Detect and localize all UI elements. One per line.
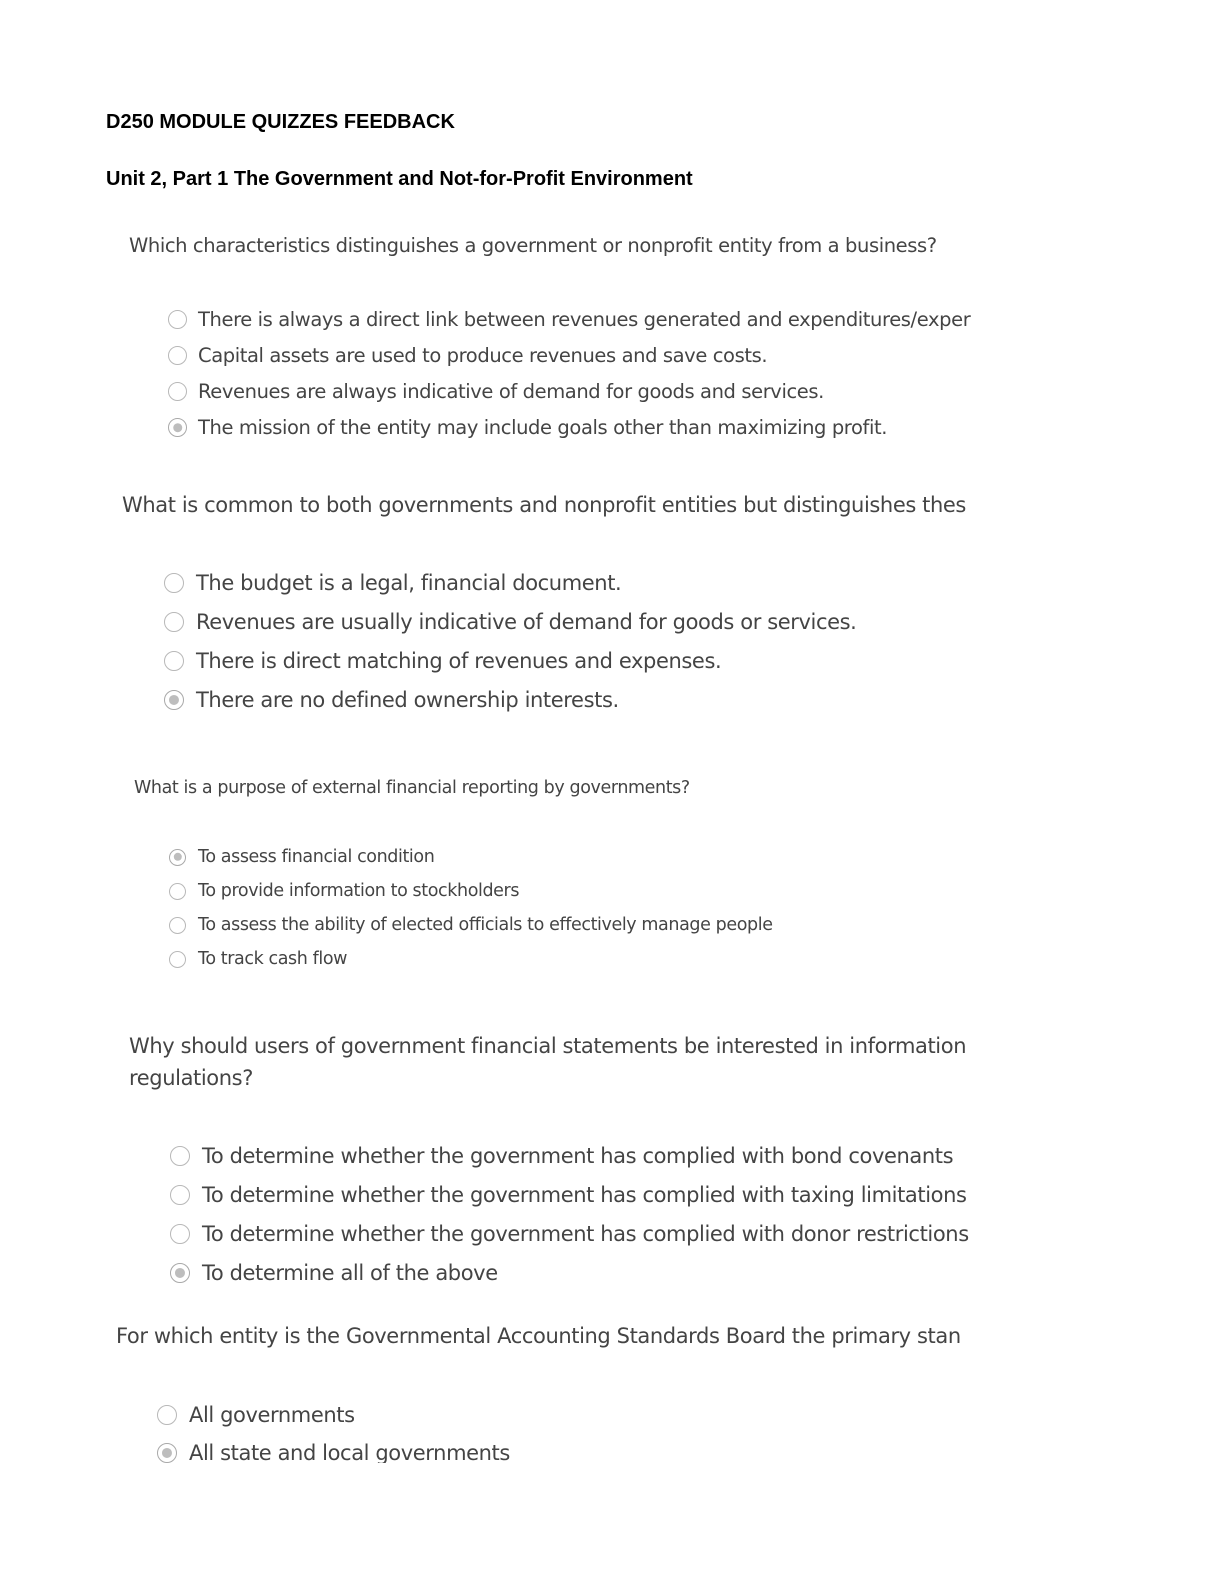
radio-button[interactable] (168, 310, 187, 329)
answer-label: Revenues are usually indicative of demand for goods or services. (196, 610, 857, 634)
radio-button[interactable] (170, 1185, 190, 1205)
radio-button[interactable] (157, 1405, 177, 1425)
answer-label: There is direct matching of revenues and expenses. (196, 649, 722, 673)
answer-label: To determine whether the government has complied with donor restrictions (202, 1222, 969, 1246)
radio-button[interactable] (168, 382, 187, 401)
radio-button-selected[interactable] (157, 1443, 177, 1463)
question-text-line2: regulations? (129, 1066, 253, 1090)
answer-label: To determine all of the above (202, 1261, 498, 1285)
answer-option[interactable] (170, 1144, 953, 1168)
unit-title: Unit 2, Part 1 The Government and Not-for-Profit Environment (106, 168, 693, 190)
radio-button[interactable] (168, 346, 187, 365)
radio-button[interactable] (170, 1224, 190, 1244)
radio-button-selected[interactable] (168, 418, 187, 437)
answer-label: All governments (189, 1403, 355, 1427)
radio-button[interactable] (164, 612, 184, 632)
answer-option[interactable] (164, 649, 721, 673)
answer-label: All state and local governments (189, 1441, 510, 1463)
answer-option[interactable] (170, 1222, 969, 1246)
answer-label: To assess financial condition (198, 847, 435, 867)
answer-option[interactable] (169, 847, 434, 867)
radio-button[interactable] (169, 917, 186, 934)
question-block-3 (0, 770, 1042, 980)
answer-option[interactable] (164, 610, 856, 634)
answer-label: The mission of the entity may include goals other than maximizing profit. (198, 416, 888, 439)
answer-option[interactable] (170, 1261, 498, 1285)
answer-option[interactable] (169, 949, 347, 969)
answer-option[interactable] (169, 881, 519, 901)
answer-label: To track cash flow (198, 949, 348, 969)
radio-button-selected[interactable] (164, 690, 184, 710)
answer-option[interactable] (168, 308, 970, 331)
answer-option[interactable] (168, 380, 824, 403)
answer-label: To determine whether the government has complied with taxing limitations (202, 1183, 967, 1207)
answer-label: There is always a direct link between revenues generated and expenditures/exper (198, 308, 971, 331)
answer-option[interactable] (164, 688, 619, 712)
question-text: Why should users of government financial statements be interested in information (129, 1034, 967, 1058)
question-text: What is common to both governments and nonprofit entities but distinguishes thes (122, 493, 966, 517)
answer-label: Revenues are always indicative of demand for goods and services. (198, 380, 824, 403)
answer-label: To determine whether the government has complied with bond covenants (202, 1144, 954, 1168)
radio-button[interactable] (169, 883, 186, 900)
answer-label: There are no defined ownership interests. (196, 688, 619, 712)
radio-button[interactable] (170, 1146, 190, 1166)
question-block-2 (0, 485, 1042, 725)
answer-label: The budget is a legal, financial document. (196, 571, 622, 595)
answer-label: To provide information to stockholders (198, 881, 520, 901)
radio-button-selected[interactable] (170, 1263, 190, 1283)
radio-button[interactable] (169, 951, 186, 968)
answer-option[interactable] (157, 1403, 355, 1427)
answer-option[interactable] (157, 1441, 510, 1463)
question-block-1 (0, 225, 1042, 460)
answer-option[interactable] (164, 571, 621, 595)
answer-option[interactable] (168, 344, 767, 367)
question-text: Which characteristics distinguishes a government or nonprofit entity from a business? (129, 234, 937, 257)
answer-label: Capital assets are used to produce revenues and save costs. (198, 344, 768, 367)
answer-option[interactable] (169, 915, 773, 935)
radio-button-selected[interactable] (169, 849, 186, 866)
answer-option[interactable] (168, 416, 887, 439)
question-text: What is a purpose of external financial reporting by governments? (134, 778, 690, 798)
question-text: For which entity is the Governmental Accounting Standards Board the primary stan (116, 1324, 961, 1348)
document-title: D250 MODULE QUIZZES FEEDBACK (106, 111, 455, 133)
question-block-5 (0, 1318, 1042, 1463)
radio-button[interactable] (164, 651, 184, 671)
answer-label: To assess the ability of elected officials to effectively manage people (198, 915, 773, 935)
answer-option[interactable] (170, 1183, 967, 1207)
question-block-4 (0, 1030, 1042, 1295)
radio-button[interactable] (164, 573, 184, 593)
